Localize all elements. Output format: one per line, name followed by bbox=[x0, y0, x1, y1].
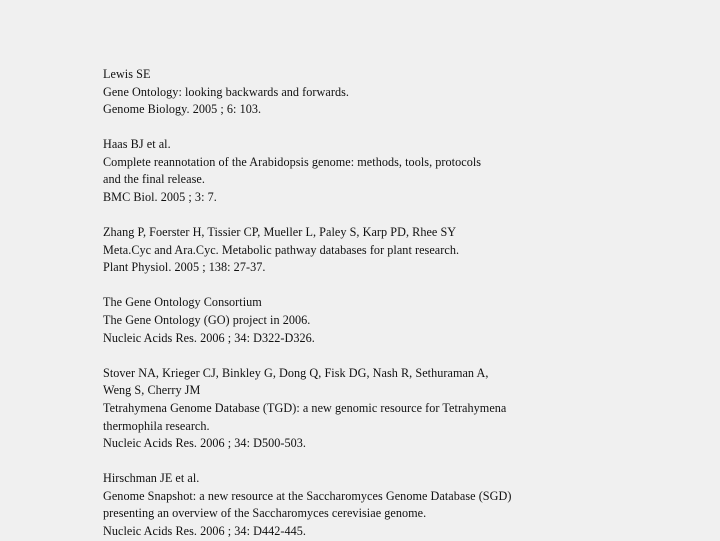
reference-title-continued: thermophila research. bbox=[103, 418, 210, 433]
reference-title: Gene Ontology: looking backwards and forwards. bbox=[103, 84, 349, 99]
reference-citation: Plant Physiol. 2005 ; 138: 27-37. bbox=[103, 260, 266, 275]
reference-authors: Haas BJ et al. bbox=[103, 137, 171, 152]
reference-authors: Lewis SE bbox=[103, 67, 151, 81]
reference-item bbox=[103, 365, 703, 453]
reference-title: Meta.Cyc and Ara.Cyc. Metabolic pathway databases for plant research. bbox=[103, 242, 460, 257]
reference-item bbox=[103, 136, 703, 206]
reference-citation: BMC Biol. 2005 ; 3: 7. bbox=[103, 190, 217, 205]
reference-authors: Stover NA, Krieger CJ, Binkley G, Dong Q, Fisk DG, Nash R, Sethuraman A, bbox=[103, 365, 489, 380]
reference-title-continued: presenting an overview of the Saccharomyces cerevisiae genome. bbox=[103, 506, 427, 521]
reference-title: Tetrahymena Genome Database (TGD): a new genomic resource for Tetrahymena bbox=[103, 400, 507, 415]
reference-citation: Genome Biology. 2005 ; 6: 103. bbox=[103, 102, 262, 117]
reference-authors: The Gene Ontology Consortium bbox=[103, 295, 262, 310]
reference-list bbox=[103, 66, 703, 541]
reference-title: Genome Snapshot: a new resource at the Saccharomyces Genome Database (SGD) bbox=[103, 488, 512, 503]
reference-authors: Hirschman JE et al. bbox=[103, 471, 200, 486]
reference-title: Complete reannotation of the Arabidopsis genome: methods, tools, protocols bbox=[103, 154, 482, 169]
reference-item bbox=[103, 66, 703, 119]
reference-citation: Nucleic Acids Res. 2006 ; 34: D500-503. bbox=[103, 436, 307, 451]
reference-authors: Zhang P, Foerster H, Tissier CP, Mueller L, Paley S, Karp PD, Rhee SY bbox=[103, 225, 457, 240]
reference-item bbox=[103, 224, 703, 277]
reference-authors-continued: Weng S, Cherry JM bbox=[103, 383, 201, 398]
reference-item bbox=[103, 294, 703, 347]
reference-item bbox=[103, 470, 703, 540]
reference-citation: Nucleic Acids Res. 2006 ; 34: D442-445. bbox=[103, 523, 307, 538]
reference-title-continued: and the final release. bbox=[103, 172, 205, 187]
reference-title: The Gene Ontology (GO) project in 2006. bbox=[103, 313, 311, 328]
reference-citation: Nucleic Acids Res. 2006 ; 34: D322-D326. bbox=[103, 330, 315, 345]
